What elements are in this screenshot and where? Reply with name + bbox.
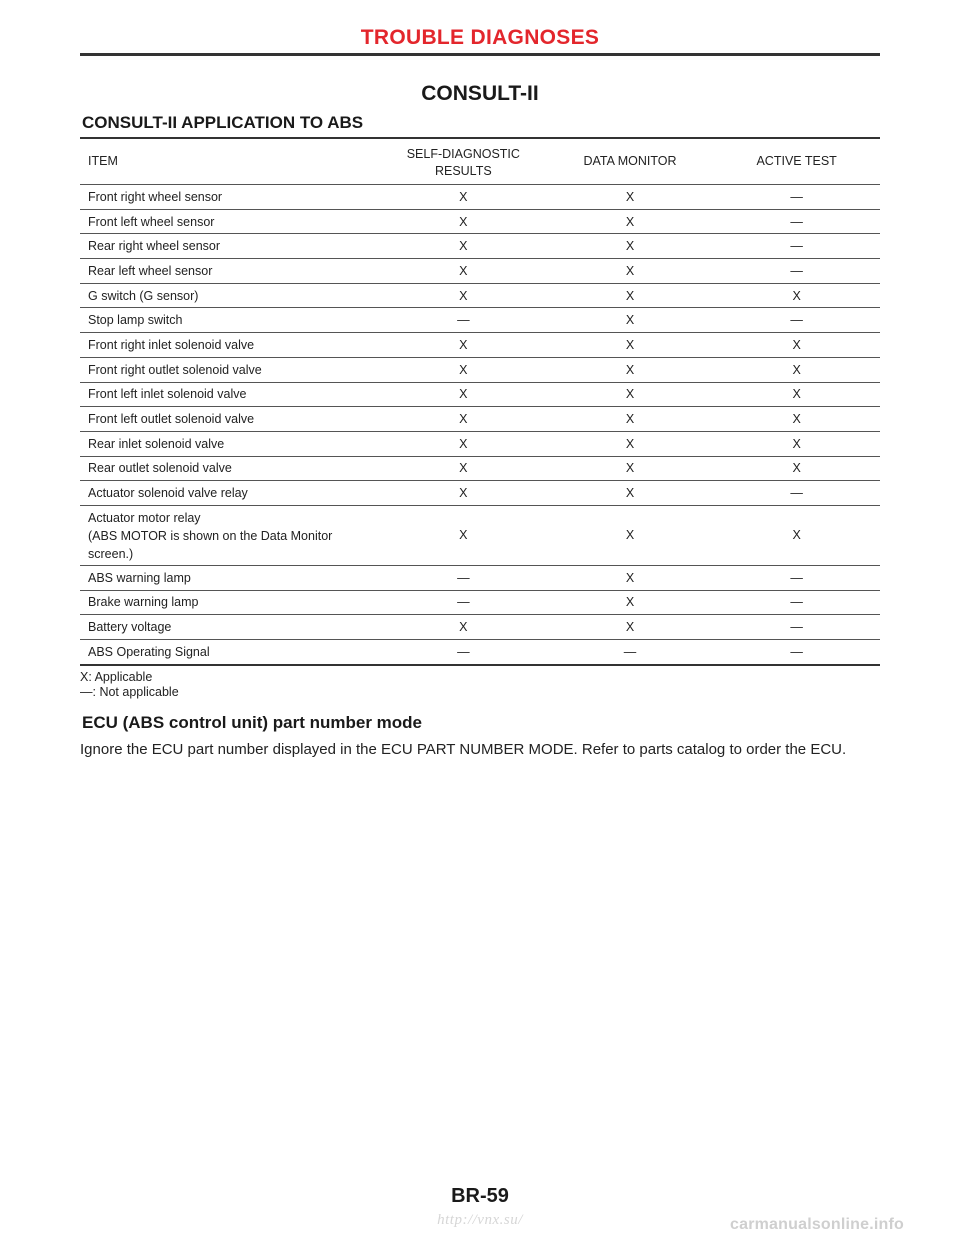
consult-application-table [80,137,880,666]
table-row [80,332,880,357]
table-row [80,209,880,234]
cell-active-test: X [792,461,801,476]
cell-data-monitor: X [625,436,635,451]
ecu-section-title: ECU (ABS control unit) part number mode [82,713,422,732]
section-title: CONSULT-II APPLICATION TO ABS [82,113,364,132]
cell-self-diagnostic: X [459,263,468,278]
header-self-diagnostic [380,139,547,184]
cell-self-diagnostic: — [457,595,470,610]
cell-active-test: — [790,570,803,585]
legend-not-applicable: —: Not applicable [80,684,179,699]
cell-active-test: X [792,337,801,352]
cell-item: Front left inlet solenoid valve [88,387,247,402]
cell-item: Actuator solenoid valve relay [88,486,248,501]
table-row [80,382,880,407]
cell-data-monitor: X [625,239,635,254]
cell-item: Rear right wheel sensor [88,239,221,254]
cell-active-test: — [790,263,803,278]
cell-self-diagnostic: — [457,644,470,659]
cell-self-diagnostic: — [457,313,470,328]
cell-active-test: — [790,595,803,610]
header-title: TROUBLE DIAGNOSES [360,26,600,49]
footer-url[interactable]: http://vnx.su/ [437,1212,523,1228]
cell-self-diagnostic: X [459,436,468,451]
table-row [80,357,880,382]
cell-data-monitor: X [625,263,635,278]
cell-item: Front left outlet solenoid valve [88,412,255,427]
cell-data-monitor: X [625,313,635,328]
cell-data-monitor: — [623,644,637,659]
cell-data-monitor: X [625,189,635,204]
cell-active-test: — [790,644,803,659]
cell-active-test: — [790,313,803,328]
cell-item: Stop lamp switch [88,313,183,328]
cell-item: ABS Operating Signal [88,644,210,659]
page-title: CONSULT-II [421,82,539,105]
cell-active-test: — [790,189,803,204]
cell-item: Rear left wheel sensor [88,263,213,278]
cell-data-monitor: X [625,362,635,377]
cell-item: Front right wheel sensor [88,189,223,204]
cell-self-diagnostic: X [459,387,468,402]
header-item: ITEM [88,154,118,168]
cell-data-monitor: X [625,461,635,476]
cell-self-diagnostic: X [459,412,468,427]
table-row [80,233,880,258]
cell-self-diagnostic: X [459,189,468,204]
cell-data-monitor: X [625,486,635,501]
cell-item: Battery voltage [88,620,172,635]
cell-active-test: — [790,620,803,635]
cell-self-diagnostic: — [457,570,470,585]
table-body [80,184,880,664]
cell-data-monitor: X [625,214,635,229]
cell-data-monitor: X [625,595,635,610]
cell-active-test: X [792,362,801,377]
cell-data-monitor: X [625,528,635,543]
table-row [80,456,880,481]
table-row [80,283,880,308]
cell-active-test: — [790,239,803,254]
table-row [80,639,880,664]
cell-data-monitor: X [625,387,635,402]
header-rule [80,53,880,56]
cell-item: Front left wheel sensor [88,214,215,229]
cell-active-test: X [792,528,801,543]
cell-active-test: — [790,214,803,229]
cell-self-diagnostic: X [459,288,468,303]
table-row [80,184,880,209]
watermark: carmanualsonline.info [730,1216,905,1233]
table-row [80,258,880,283]
cell-item: Front right inlet solenoid valve [88,337,255,352]
table-row [80,505,880,565]
legend-applicable: X: Applicable [80,670,153,684]
table-row [80,307,880,332]
cell-item: Front right outlet solenoid valve [88,362,262,377]
cell-self-diagnostic: X [459,461,468,476]
cell-item: Rear outlet solenoid valve [88,461,232,476]
header-self-diagnostic-text: SELF-DIAGNOSTIC RESULTS [406,147,520,178]
table-row [80,406,880,431]
cell-self-diagnostic: X [459,214,468,229]
ecu-section-text: Ignore the ECU part number displayed in the ECU PART NUMBER MODE. Refer to parts catalog to order the ECU. [80,741,847,758]
cell-data-monitor: X [625,620,635,635]
cell-self-diagnostic: X [459,337,468,352]
table-row [80,614,880,639]
cell-self-diagnostic: X [459,239,468,254]
cell-item: G switch (G sensor) [88,288,199,303]
table-header-row [80,139,880,184]
table-row [80,590,880,615]
cell-item: ABS warning lamp [88,570,191,585]
cell-active-test: X [792,412,801,427]
table-legend [80,670,179,699]
cell-data-monitor: X [625,337,635,352]
cell-active-test: X [792,387,801,402]
header-data-monitor: DATA MONITOR [583,154,677,168]
cell-item: Actuator motor relay (ABS MOTOR is shown on the Data Monitor screen.) [88,510,333,561]
cell-self-diagnostic: X [459,486,468,501]
page-number: BR-59 [451,1185,509,1207]
cell-self-diagnostic: X [459,362,468,377]
cell-data-monitor: X [625,570,635,585]
cell-data-monitor: X [625,412,635,427]
table-row [80,565,880,590]
cell-data-monitor: X [625,288,635,303]
header-active-test: ACTIVE TEST [756,154,837,168]
cell-self-diagnostic: X [459,528,468,543]
cell-item: Rear inlet solenoid valve [88,436,225,451]
cell-active-test: X [792,288,801,303]
cell-self-diagnostic: X [459,620,468,635]
cell-active-test: — [790,486,803,501]
table-row [80,480,880,505]
cell-active-test: X [792,436,801,451]
cell-item: Brake warning lamp [88,595,199,610]
table-row [80,431,880,456]
